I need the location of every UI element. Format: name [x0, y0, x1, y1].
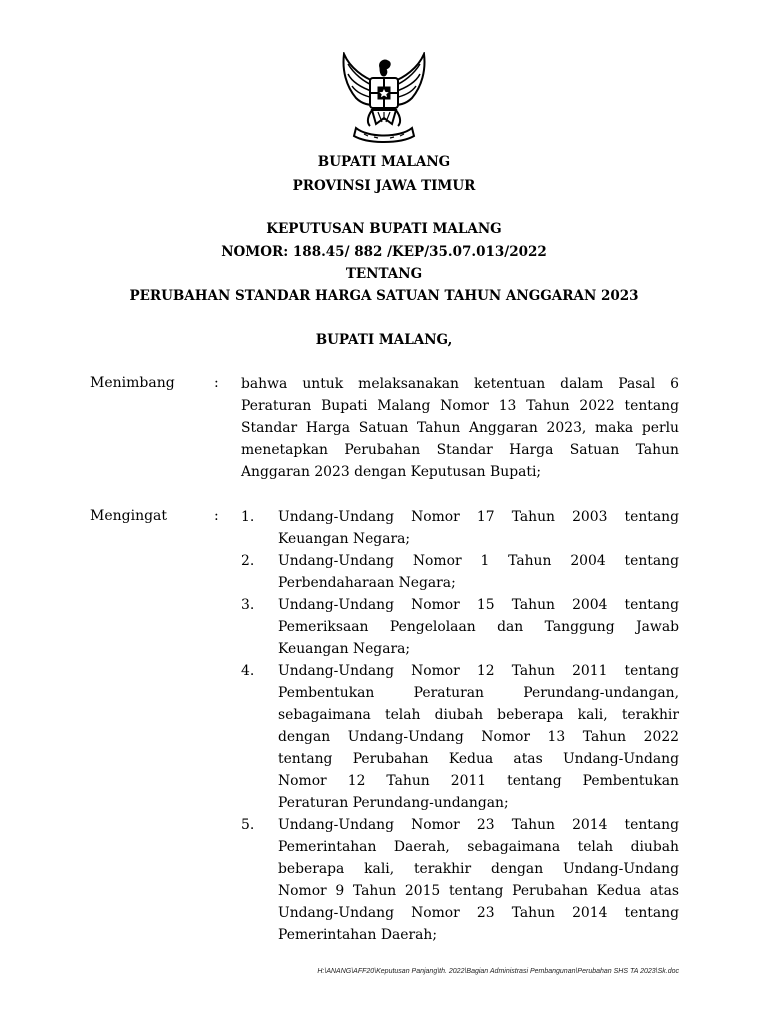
decree-subject: PERUBAHAN STANDAR HARGA SATUAN TAHUN ANGGARAN 2023 — [129, 288, 639, 304]
item-number: 2. — [241, 553, 255, 569]
menimbang-colon: : — [214, 375, 219, 391]
decree-number: NOMOR: 188.45/ 882 /KEP/35.07.013/2022 — [221, 244, 547, 260]
menimbang-line: menetapkan Perubahan Standar Harga Satuan Tahun — [241, 442, 679, 458]
item-number: 1. — [241, 509, 255, 525]
item-line: Undang-Undang Nomor 17 Tahun 2003 tentang — [278, 509, 679, 525]
item-line: beberapa kali, terakhir dengan Undang-Undang — [278, 861, 679, 877]
item-number: 3. — [241, 597, 255, 613]
menimbang-label: Menimbang — [90, 375, 175, 391]
menimbang-line: bahwa untuk melaksanakan ketentuan dalam Pasal 6 — [241, 376, 679, 392]
item-line: Pembentukan Peraturan Perundang-undangan, — [278, 685, 679, 701]
item-number: 5. — [241, 817, 255, 833]
decree-tentang: TENTANG — [345, 266, 423, 282]
item-line: Undang-Undang Nomor 15 Tahun 2004 tentang — [278, 597, 679, 613]
item-line: Pemeriksaan Pengelolaan dan Tanggung Jawab — [278, 619, 679, 635]
item-line: Nomor 9 Tahun 2015 tentang Perubahan Kedua atas — [278, 883, 679, 899]
decree-title: KEPUTUSAN BUPATI MALANG — [266, 221, 502, 237]
item-line: dengan Undang-Undang Nomor 13 Tahun 2022 — [278, 729, 679, 745]
item-line: Undang-Undang Nomor 1 Tahun 2004 tentang — [278, 553, 679, 569]
item-line: sebagaimana telah diubah beberapa kali, terakhir — [278, 707, 679, 723]
item-line: Undang-Undang Nomor 12 Tahun 2011 tentang — [278, 663, 679, 679]
file-path-footer: H:\ANANG\AFF20\Keputusan Panjang\th. 2022\Bagian Administrasi Pembangunan\Perubahan SHS TA 2023\Sk.doc — [317, 968, 679, 975]
item-line: Undang-Undang Nomor 23 Tahun 2014 tentang — [278, 905, 679, 921]
province-heading: PROVINSI JAWA TIMUR — [292, 178, 476, 194]
menimbang-line: Peraturan Bupati Malang Nomor 13 Tahun 2022 tentang — [241, 398, 679, 414]
item-line: Pemerintahan Daerah, sebagaimana telah diubah — [278, 839, 679, 855]
item-line: Keuangan Negara; — [278, 531, 411, 547]
item-number: 4. — [241, 663, 255, 679]
regent-heading: BUPATI MALANG — [317, 154, 451, 170]
salutation: BUPATI MALANG, — [315, 332, 453, 348]
menimbang-line: Standar Harga Satuan Tahun Anggaran 2023, maka perlu — [241, 420, 679, 436]
mengingat-colon: : — [214, 508, 219, 524]
item-line: Nomor 12 Tahun 2011 tentang Pembentukan — [278, 773, 679, 789]
menimbang-text — [241, 373, 679, 483]
item-line: Perbendaharaan Negara; — [278, 575, 456, 591]
item-line: Undang-Undang Nomor 23 Tahun 2014 tentang — [278, 817, 679, 833]
item-line: tentang Perubahan Kedua atas Undang-Undang — [278, 751, 679, 767]
menimbang-line: Anggaran 2023 dengan Keputusan Bupati; — [241, 464, 542, 480]
item-line: Keuangan Negara; — [278, 641, 411, 657]
item-line: Pemerintahan Daerah; — [278, 927, 438, 943]
garuda-emblem-icon — [334, 52, 434, 144]
mengingat-label: Mengingat — [90, 508, 168, 524]
item-line: Peraturan Perundang-undangan; — [278, 795, 509, 811]
